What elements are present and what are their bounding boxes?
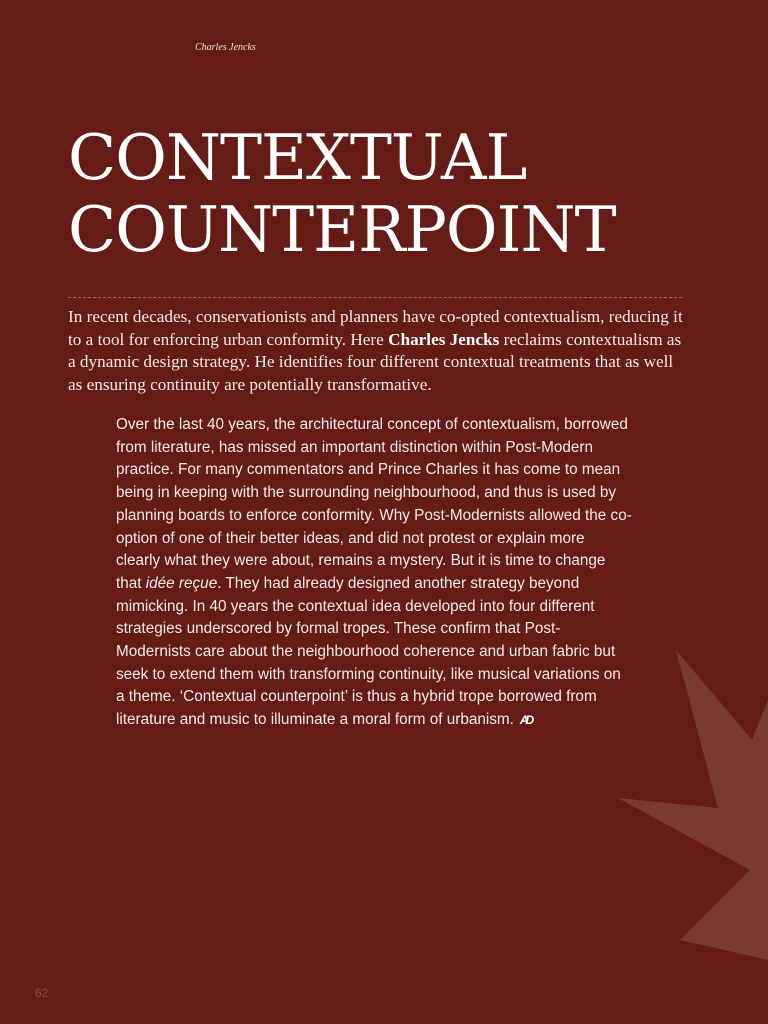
- body-italic-phrase: idée reçue: [145, 574, 218, 592]
- title-divider: [68, 297, 682, 298]
- star-burst-decor-icon: [600, 640, 768, 960]
- body-text-start: Over the last 40 years, the architectural concept of contextualism, borrowed from literature, has missed an important distinction within Post-Modern practice. For many commentators and Prince Charles it has come to mean being in keeping with the surrounding neighbourhood, and thus is used by planning boards to enforce conformity. Why Post-Modernists allowed the co-option of one of their better ideas, and did not protest or explain more clearly what they were about, remains a mystery. But it is time to change that: [116, 416, 632, 592]
- body-text-end: . They had already designed another strategy beyond mimicking. In 40 years the contextual idea developed into four different strategies underscored by formal tropes. These confirm that Post-Modernists care about the neighbourhood coherence and urban fabric but seek to extend them with transforming continuity, like musical variations on a theme. ‘Contextual counterpoint’ is thus a hybrid trope borrowed from literature and music to illuminate a moral form of urbanism.: [116, 574, 621, 729]
- page-number: 62: [35, 986, 49, 1000]
- standfirst-text-end: reclaims contextualism as a dynamic design strategy. He identifies four different contextual treatments that as well as ensuring continuity are potentially transformative.: [68, 329, 682, 394]
- standfirst: [68, 306, 688, 396]
- body-paragraph: [116, 414, 632, 732]
- author-name: Charles Jencks: [388, 329, 500, 349]
- decor-shape: [618, 650, 768, 960]
- ad-logo-mark-icon: AD: [519, 713, 532, 728]
- article-title: [68, 122, 616, 266]
- title-line-1: CONTEXTUAL: [68, 121, 527, 194]
- title-line-2: COUNTERPOINT: [68, 193, 616, 266]
- standfirst-text-start: In recent decades, conservationists and planners have co-opted contextualism, reducing it to a tool for enforcing urban conformity. Here: [68, 307, 683, 349]
- running-head: Charles Jencks: [195, 42, 256, 53]
